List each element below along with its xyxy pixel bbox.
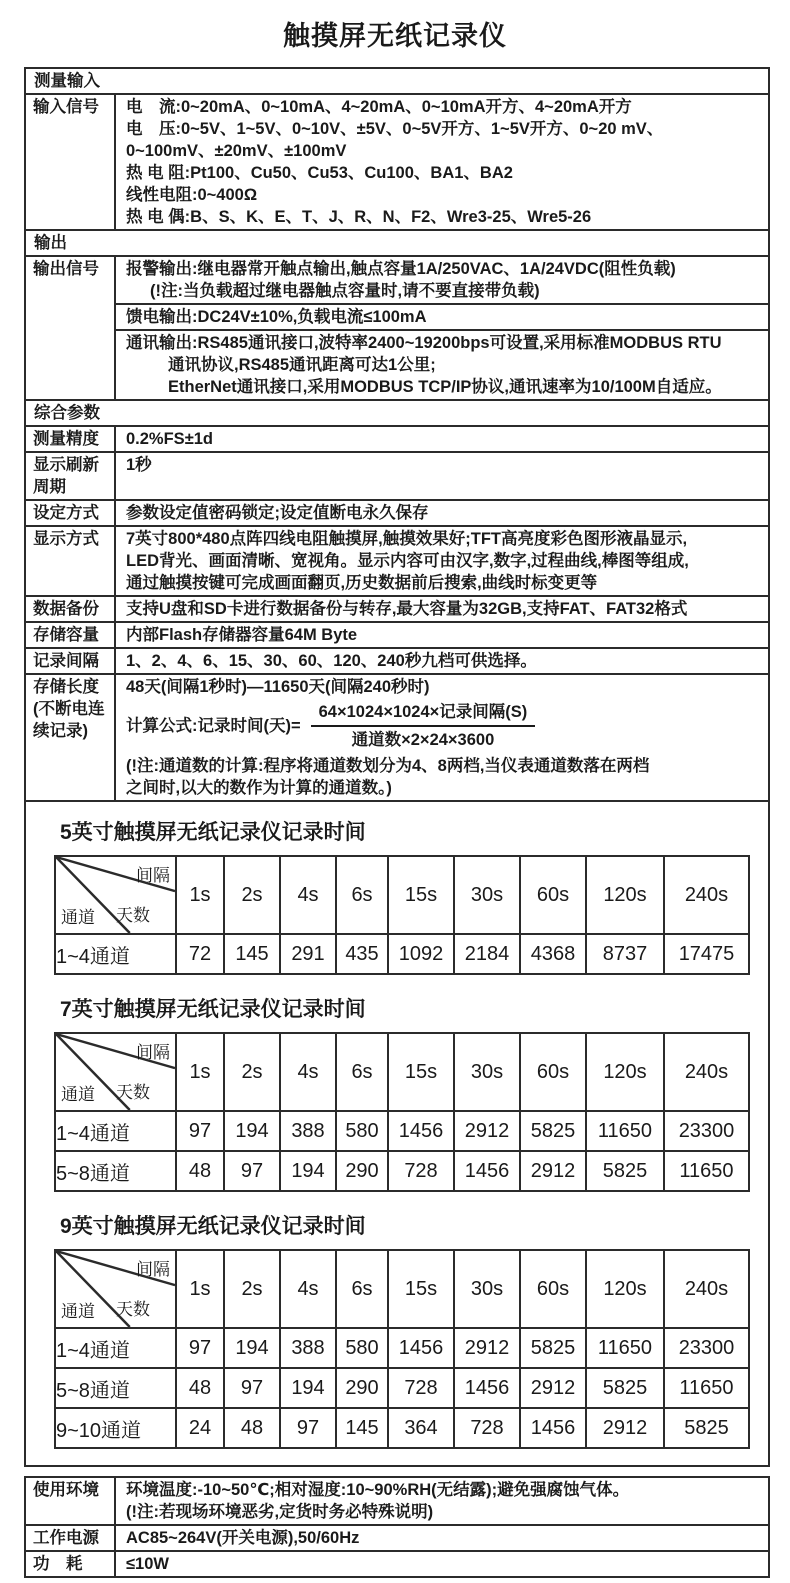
channel-label: 5~8通道 xyxy=(55,1368,176,1408)
days-value: 388 xyxy=(280,1328,336,1368)
days-value: 194 xyxy=(224,1328,280,1368)
diagonal-header-cell xyxy=(55,1033,176,1111)
days-value: 48 xyxy=(176,1151,224,1191)
days-value: 11650 xyxy=(664,1368,749,1408)
interval-header: 1s xyxy=(176,856,224,934)
record-table-heading-5inch: 5英寸触摸屏无纸记录仪记录时间 xyxy=(60,821,366,844)
input-signal-line: 线性电阻:0~400Ω xyxy=(126,186,258,204)
days-value: 1456 xyxy=(454,1151,520,1191)
days-value: 11650 xyxy=(586,1328,664,1368)
days-value: 580 xyxy=(336,1111,388,1151)
row-label: 使用环境 xyxy=(26,1478,116,1524)
days-value: 11650 xyxy=(586,1111,664,1151)
input-signal-line: 电 压:0~5V、1~5V、0~10V、±5V、0~5V开方、1~5V开方、0~20 mV、 xyxy=(126,120,664,138)
storage-note-line: (!注:通道数的计算:程序将通道数划分为4、8两档,当仪表通道数落在两档 xyxy=(126,757,650,775)
days-value: 1456 xyxy=(388,1328,454,1368)
days-value: 5825 xyxy=(520,1328,586,1368)
row-value xyxy=(116,675,768,800)
fraction-denominator: 通道数×2×24×3600 xyxy=(351,731,495,749)
days-value: 1456 xyxy=(520,1408,586,1448)
interval-header: 60s xyxy=(520,1250,586,1328)
header-row xyxy=(55,1250,749,1328)
days-value: 388 xyxy=(280,1111,336,1151)
diagonal-header-inner xyxy=(56,857,175,933)
table-row xyxy=(55,1408,749,1448)
formula-prefix: 计算公式:记录时间(天)= xyxy=(126,717,301,735)
display-line: 7英寸800*480点阵四线电阻触摸屏,触摸效果好;TFT高亮度彩色图形液晶显示, xyxy=(126,530,688,548)
input-signal-line: 热 电 偶:B、S、K、E、T、J、R、N、F2、Wre3-25、Wre5-26 xyxy=(126,208,592,226)
row-power xyxy=(26,1524,768,1550)
input-signal-line: 0~100mV、±20mV、±100mV xyxy=(126,142,347,160)
days-value: 290 xyxy=(336,1368,388,1408)
interval-header: 6s xyxy=(336,1250,388,1328)
interval-header: 4s xyxy=(280,856,336,934)
days-value: 4368 xyxy=(520,934,586,974)
channel-label: 5~8通道 xyxy=(55,1151,176,1191)
days-value: 17475 xyxy=(664,934,749,974)
row-label: 存储长度(不断电连续记录) xyxy=(26,675,116,800)
alarm-output-line: 报警输出:继电器常开触点输出,触点容量1A/250VAC、1A/24VDC(阻性负载) xyxy=(126,260,676,278)
days-value: 145 xyxy=(336,1408,388,1448)
interval-header: 60s xyxy=(520,856,586,934)
days-value: 435 xyxy=(336,934,388,974)
days-value: 2912 xyxy=(586,1408,664,1448)
row-refresh xyxy=(26,451,768,499)
record-table-5inch xyxy=(54,855,750,975)
corner-label-days: 天数 xyxy=(116,906,150,925)
interval-header: 15s xyxy=(388,1250,454,1328)
table-row xyxy=(55,1368,749,1408)
days-value: 1092 xyxy=(388,934,454,974)
days-value: 2912 xyxy=(454,1111,520,1151)
row-value: 1秒 xyxy=(126,456,152,474)
interval-header: 2s xyxy=(224,1033,280,1111)
corner-label-interval: 间隔 xyxy=(136,1260,170,1279)
row-output-signal xyxy=(26,255,768,399)
record-table-9inch xyxy=(54,1249,750,1449)
input-signal-line: 电 流:0~20mA、0~10mA、4~20mA、0~10mA开方、4~20mA开方 xyxy=(126,98,632,116)
days-value: 2912 xyxy=(520,1368,586,1408)
days-value: 11650 xyxy=(664,1151,749,1191)
interval-header: 240s xyxy=(664,1033,749,1111)
record-table-heading-9inch: 9英寸触摸屏无纸记录仪记录时间 xyxy=(60,1215,366,1238)
channel-label: 1~4通道 xyxy=(55,934,176,974)
corner-label-interval: 间隔 xyxy=(136,1043,170,1062)
row-label: 数据备份 xyxy=(26,597,116,621)
interval-header: 30s xyxy=(454,1250,520,1328)
table-row xyxy=(55,1328,749,1368)
interval-header: 15s xyxy=(388,1033,454,1111)
row-interval xyxy=(26,647,768,673)
record-table-heading-7inch: 7英寸触摸屏无纸记录仪记录时间 xyxy=(60,998,366,1021)
days-value: 1456 xyxy=(454,1368,520,1408)
diagonal-header-inner xyxy=(56,1251,175,1327)
row-value: 1、2、4、6、15、30、60、120、240秒九档可供选择。 xyxy=(126,652,537,670)
interval-header: 60s xyxy=(520,1033,586,1111)
comm-output-line: 通讯协议,RS485通讯距离可达1公里; xyxy=(168,356,436,374)
row-label: 工作电源 xyxy=(26,1526,116,1550)
interval-header: 1s xyxy=(176,1033,224,1111)
interval-header: 120s xyxy=(586,1250,664,1328)
environment-note: (!注:若现场环境恶劣,定货时务必特殊说明) xyxy=(126,1503,434,1521)
days-value: 97 xyxy=(224,1151,280,1191)
days-value: 291 xyxy=(280,934,336,974)
interval-header: 4s xyxy=(280,1250,336,1328)
row-value xyxy=(116,527,768,595)
row-label: 功 耗 xyxy=(26,1552,116,1576)
storage-note-line: 之间时,以大的数作为计算的通道数。) xyxy=(126,779,392,797)
interval-header: 1s xyxy=(176,1250,224,1328)
diagonal-header-cell xyxy=(55,856,176,934)
row-value xyxy=(116,95,768,229)
row-consumption xyxy=(26,1550,768,1576)
days-value: 97 xyxy=(176,1111,224,1151)
days-value: 728 xyxy=(454,1408,520,1448)
days-value: 194 xyxy=(224,1111,280,1151)
comm-output-line: EtherNet通讯接口,采用MODBUS TCP/IP协议,通讯速率为10/100M自适应。 xyxy=(168,378,722,396)
row-label: 存储容量 xyxy=(26,623,116,647)
row-label: 测量精度 xyxy=(26,427,116,451)
row-label: 显示刷新周期 xyxy=(26,453,116,499)
diagonal-header-cell xyxy=(55,1250,176,1328)
environment-table xyxy=(24,1476,770,1578)
row-backup xyxy=(26,595,768,621)
days-value: 580 xyxy=(336,1328,388,1368)
days-value: 194 xyxy=(280,1151,336,1191)
days-value: 24 xyxy=(176,1408,224,1448)
row-setting xyxy=(26,499,768,525)
days-value: 5825 xyxy=(586,1151,664,1191)
row-value: 0.2%FS±1d xyxy=(126,430,214,448)
row-label: 设定方式 xyxy=(26,501,116,525)
interval-header: 4s xyxy=(280,1033,336,1111)
feed-output-cell xyxy=(116,303,768,329)
days-value: 23300 xyxy=(664,1328,749,1368)
days-value: 728 xyxy=(388,1151,454,1191)
row-label: 记录间隔 xyxy=(26,649,116,673)
days-value: 8737 xyxy=(586,934,664,974)
row-value xyxy=(116,1478,768,1524)
page-title: 触摸屏无纸记录仪 xyxy=(283,21,507,51)
corner-label-channel: 通道 xyxy=(61,1302,95,1321)
days-value: 290 xyxy=(336,1151,388,1191)
days-value: 194 xyxy=(280,1368,336,1408)
row-label: 输入信号 xyxy=(26,95,116,229)
record-time-tables-box xyxy=(24,802,770,1467)
interval-header: 15s xyxy=(388,856,454,934)
row-value: 支持U盘和SD卡进行数据备份与转存,最大容量为32GB,支持FAT、FAT32格式 xyxy=(126,600,688,618)
row-accuracy xyxy=(26,425,768,451)
input-signal-line: 热 电 阻:Pt100、Cu50、Cu53、Cu100、BA1、BA2 xyxy=(126,164,513,182)
table-row xyxy=(55,1111,749,1151)
days-value: 5825 xyxy=(664,1408,749,1448)
interval-header: 6s xyxy=(336,1033,388,1111)
row-capacity xyxy=(26,621,768,647)
specification-table xyxy=(24,67,770,802)
row-input-signal xyxy=(26,93,768,229)
corner-label-interval: 间隔 xyxy=(136,866,170,885)
interval-header: 2s xyxy=(224,856,280,934)
row-environment xyxy=(26,1478,768,1524)
row-storage-length xyxy=(26,673,768,800)
days-value: 1456 xyxy=(388,1111,454,1151)
formula-fraction xyxy=(311,701,536,751)
interval-header: 120s xyxy=(586,856,664,934)
row-value: 参数设定值密码锁定;设定值断电永久保存 xyxy=(126,504,429,522)
corner-label-channel: 通道 xyxy=(61,1085,95,1104)
record-table-7inch xyxy=(54,1032,750,1192)
row-label: 显示方式 xyxy=(26,527,116,595)
row-value: 内部Flash存储器容量64M Byte xyxy=(126,626,358,644)
row-value: AC85~264V(开关电源),50/60Hz xyxy=(126,1529,360,1547)
days-value: 23300 xyxy=(664,1111,749,1151)
feed-output-line: 馈电输出:DC24V±10%,负载电流≤100mA xyxy=(126,308,427,326)
interval-header: 30s xyxy=(454,1033,520,1111)
alarm-output-cell xyxy=(116,257,768,303)
output-signal-stack xyxy=(116,257,768,399)
days-value: 145 xyxy=(224,934,280,974)
channel-label: 1~4通道 xyxy=(55,1111,176,1151)
days-value: 5825 xyxy=(586,1368,664,1408)
interval-header: 120s xyxy=(586,1033,664,1111)
days-value: 5825 xyxy=(520,1111,586,1151)
comm-output-line: 通讯输出:RS485通讯接口,波特率2400~19200bps可设置,采用标准MODBUS RTU xyxy=(126,334,722,352)
interval-header: 30s xyxy=(454,856,520,934)
days-value: 48 xyxy=(224,1408,280,1448)
interval-header: 6s xyxy=(336,856,388,934)
days-value: 97 xyxy=(176,1328,224,1368)
display-line: LED背光、画面清晰、宽视角。显示内容可由汉字,数字,过程曲线,棒图等组成, xyxy=(126,552,689,570)
section-header-general: 综合参数 xyxy=(26,399,768,425)
days-value: 2912 xyxy=(454,1328,520,1368)
header-row xyxy=(55,1033,749,1111)
storage-range-line: 48天(间隔1秒时)—11650天(间隔240秒时) xyxy=(126,678,430,696)
table-row xyxy=(55,1151,749,1191)
row-value: ≤10W xyxy=(126,1555,169,1573)
days-value: 364 xyxy=(388,1408,454,1448)
corner-label-days: 天数 xyxy=(116,1300,150,1319)
days-value: 97 xyxy=(280,1408,336,1448)
fraction-numerator: 64×1024×1024×记录间隔(S) xyxy=(311,701,536,727)
days-value: 72 xyxy=(176,934,224,974)
environment-line: 环境温度:-10~50℃;相对湿度:10~90%RH(无结露);避免强腐蚀气体。 xyxy=(126,1481,630,1499)
interval-header: 240s xyxy=(664,856,749,934)
days-value: 48 xyxy=(176,1368,224,1408)
interval-header: 240s xyxy=(664,1250,749,1328)
comm-output-cell xyxy=(116,329,768,399)
row-label: 输出信号 xyxy=(26,257,116,399)
days-value: 2912 xyxy=(520,1151,586,1191)
days-value: 2184 xyxy=(454,934,520,974)
table-row xyxy=(55,934,749,974)
row-display xyxy=(26,525,768,595)
diagonal-header-inner xyxy=(56,1034,175,1110)
channel-label: 9~10通道 xyxy=(55,1408,176,1448)
section-header-measure-input: 测量输入 xyxy=(34,72,100,90)
days-value: 97 xyxy=(224,1368,280,1408)
section-header-output: 输出 xyxy=(26,229,768,255)
storage-formula xyxy=(126,701,758,751)
corner-label-channel: 通道 xyxy=(61,908,95,927)
corner-label-days: 天数 xyxy=(116,1083,150,1102)
days-value: 728 xyxy=(388,1368,454,1408)
header-row xyxy=(55,856,749,934)
interval-header: 2s xyxy=(224,1250,280,1328)
channel-label: 1~4通道 xyxy=(55,1328,176,1368)
display-line: 通过触摸按键可完成画面翻页,历史数据前后搜索,曲线时标变更等 xyxy=(126,574,598,592)
alarm-output-note: (!注:当负载超过继电器触点容量时,请不要直接带负载) xyxy=(150,282,540,300)
